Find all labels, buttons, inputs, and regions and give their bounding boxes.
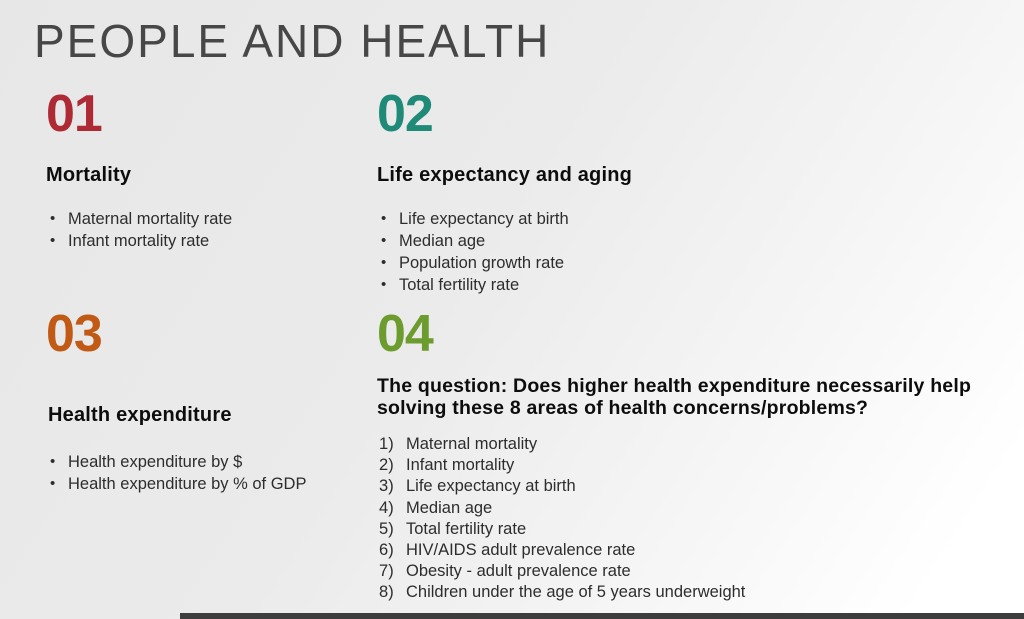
slide-title: PEOPLE AND HEALTH <box>34 15 551 67</box>
section-number-02: 02 <box>377 85 433 143</box>
bullet-item: • Median age <box>377 230 1007 252</box>
bullet-item: • Health expenditure by $ <box>46 451 371 473</box>
section-heading-health-expenditure: Health expenditure <box>48 404 232 426</box>
health-expenditure-bullet-list <box>46 451 371 495</box>
mortality-bullet-list <box>46 208 366 252</box>
section-mortality <box>46 85 366 252</box>
section-life-expectancy <box>377 85 1007 296</box>
section-heading-life-expectancy: Life expectancy and aging <box>377 164 633 186</box>
section-number-04: 04 <box>377 305 433 363</box>
bullet-item: • Population growth rate <box>377 252 1007 274</box>
section-heading-mortality: Mortality <box>46 164 132 186</box>
numbered-item: Total fertility rate <box>406 519 527 538</box>
numbered-item: Infant mortality <box>406 456 515 475</box>
section-heading-question: The question: Does higher health expenditure necessarily help solving these 8 areas of health concerns/problems? <box>377 375 972 419</box>
bottom-edge-bar <box>180 613 1024 619</box>
life-expectancy-bullet-list <box>377 208 1007 296</box>
numbered-item: Children under the age of 5 years underweight <box>406 583 746 602</box>
bullet-item: • Health expenditure by % of GDP <box>46 473 371 495</box>
bullet-item: • Total fertility rate <box>377 274 1007 296</box>
section-number-03: 03 <box>46 305 102 363</box>
numbered-item: HIV/AIDS adult prevalence rate <box>406 541 636 560</box>
section-number-01: 01 <box>46 85 102 143</box>
bullet-item: • Life expectancy at birth <box>377 208 1007 230</box>
numbered-item: Life expectancy at birth <box>406 477 576 496</box>
section-health-expenditure <box>46 305 371 495</box>
bullet-item: • Maternal mortality rate <box>46 208 366 230</box>
question-numbered-list <box>377 434 1017 604</box>
numbered-item: Maternal mortality <box>406 435 538 453</box>
section-question <box>377 305 1017 604</box>
numbered-item: Obesity - adult prevalence rate <box>406 562 631 581</box>
numbered-item: Median age <box>406 498 493 517</box>
bullet-item: • Infant mortality rate <box>46 230 366 252</box>
